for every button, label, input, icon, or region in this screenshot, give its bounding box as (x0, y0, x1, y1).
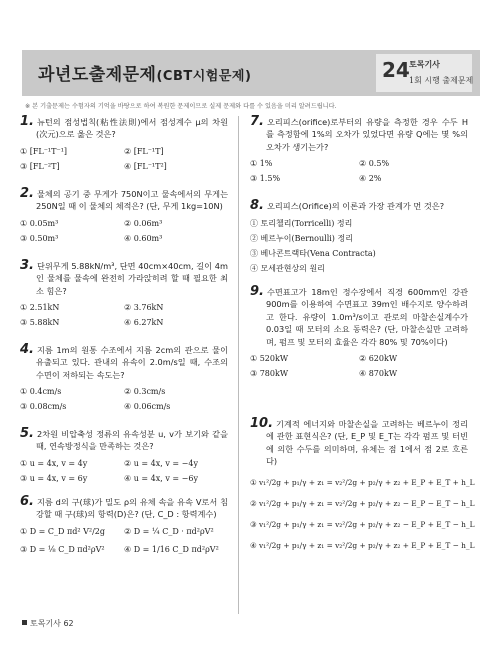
question-number: 8. (250, 198, 264, 213)
option[interactable]: ③ D = ⅛ C_D πd²ρV² (20, 544, 105, 554)
notice-text: ※ 본 기출문제는 수험자의 기억을 바탕으로 하여 복원한 문제이므로 실제 문제와 다를 수 있음을 미리 알려드립니다. (25, 103, 337, 110)
option[interactable]: ① [FL⁻¹T⁻¹] (20, 146, 68, 156)
exam-badge (376, 54, 472, 92)
option-list (20, 147, 228, 171)
question-text: 6. 지름 d의 구(球)가 밀도 ρ의 유체 속을 유속 V로서 침강할 때 구(球)의 항력(D)은? (단, C_D : 항력계수) (20, 494, 228, 520)
option-list (20, 219, 228, 243)
option-list (20, 387, 228, 411)
question-4 (20, 344, 228, 411)
question-number: 6. (20, 494, 34, 509)
question-8 (250, 200, 468, 274)
option[interactable]: ② 베르누이(Bernoulli) 정리 (250, 234, 353, 244)
option[interactable]: ④ v₁²/2g + p₁/γ + z₁ = v₂²/2g + p₂/γ + z₂ + E_P + E_T − h_L (250, 540, 475, 550)
question-number: 9. (250, 284, 264, 299)
question-10 (250, 416, 475, 550)
badge-label: 토목기사 (409, 60, 440, 69)
question-text: 7. 오리피스(orifice)로부터의 유량을 측정한 경우 수두 H를 측정함에 1%의 오차가 있었다면 유량 Q에는 몇 %의 오차가 생기는가? (250, 114, 468, 152)
option[interactable]: ④ 2% (359, 174, 382, 184)
option-list (20, 303, 228, 327)
question-2 (20, 188, 228, 243)
option[interactable]: ③ 베나콘트랙타(Vena Contracta) (250, 249, 376, 259)
column-divider (238, 116, 239, 614)
question-number: 10. (250, 416, 274, 431)
option[interactable]: ② [FL⁻¹T] (124, 146, 164, 156)
option[interactable]: ④ 0.06cm/s (124, 402, 171, 412)
square-bullet-icon (22, 620, 27, 625)
question-3 (20, 260, 228, 327)
option[interactable]: ② u = 4x, v = −4y (124, 458, 198, 468)
page-subtitle: (CBT시험문제) (156, 69, 252, 84)
option[interactable]: ② 0.5% (359, 159, 390, 169)
option[interactable]: ① 2.51kN (20, 303, 60, 313)
badge-number: 24 (382, 58, 410, 82)
option-list (250, 477, 475, 550)
option[interactable]: ④ u = 4x, v = −6y (124, 473, 198, 483)
option[interactable]: ③ u = 4x, v = 6y (20, 473, 88, 483)
option-list (250, 218, 468, 274)
option[interactable]: ① 토리첼리(Torricelli) 정리 (250, 219, 353, 229)
option[interactable]: ② 0.06m³ (124, 218, 163, 228)
option-list (20, 527, 228, 554)
option[interactable]: ④ 0.60m³ (124, 233, 163, 243)
question-text: 10. 기계적 에너지와 마찰손실을 고려하는 베르누이 정리에 관한 표현식은? (단, E_P 및 E_T는 각각 펌프 및 터빈에 의한 수두를 의미하며, 유체는 점 1에서 점 2로 흐른다) (250, 416, 468, 467)
option[interactable]: ② 3.76kN (124, 303, 164, 313)
question-text: 5. 2차원 비압축성 정류의 유속성분 u, v가 보기와 같을 때, 연속방정식을 만족하는 것은? (20, 426, 228, 452)
question-6 (20, 496, 228, 554)
option[interactable]: ③ 0.08cm/s (20, 402, 67, 412)
question-1 (20, 116, 228, 171)
question-text: 1. 뉴턴의 점성법칙(粘性法則)에서 점성계수 μ의 차원(次元)으로 옳은 것은? (20, 114, 228, 140)
option[interactable]: ④ D = 1/16 C_D πd²ρV² (124, 544, 219, 554)
page-footer (22, 618, 74, 629)
question-5 (20, 428, 228, 483)
question-text: 2. 물체의 공기 중 무게가 750N이고 물속에서의 무게는 250N일 때 이 물체의 체적은? (단, 무게 1kg=10N) (20, 186, 228, 212)
option[interactable]: ① 520kW (250, 354, 289, 364)
option[interactable]: ④ 모세관현상의 원리 (250, 264, 325, 274)
question-text: 9. 수면표고가 18m인 정수장에서 직경 600mm인 강관 900m를 이용하여 수면표고 39m인 배수지로 양수하려고 한다. 유량이 1.0m³/s이고 관로의 마찰손실계수가 0.03일 때 모터의 소요 동력은? (단, 마찰손실만 고려하며, 펌프 및 모터의 효율은 각각 80% 및 70%이다) (250, 284, 468, 347)
question-9 (250, 286, 468, 378)
option[interactable]: ① D = C_D πd² V²/2g (20, 526, 106, 536)
question-number: 7. (250, 114, 264, 129)
option-list (20, 459, 228, 483)
option[interactable]: ④ [FL⁻¹T²] (124, 161, 167, 171)
option[interactable]: ③ v₁²/2g + p₁/γ + z₁ = v₂²/2g + p₂/γ + z₂ − E_P + E_T − h_L (250, 519, 475, 529)
option[interactable]: ② 620kW (359, 354, 398, 364)
option[interactable]: ③ 5.88kN (20, 318, 60, 328)
question-number: 5. (20, 426, 34, 441)
option[interactable]: ① 0.4cm/s (20, 387, 62, 397)
option[interactable]: ④ 870kW (359, 369, 398, 379)
option[interactable]: ① 1% (250, 159, 273, 169)
question-text: 3. 단위무게 5.88kN/m³, 단면 40cm×40cm, 길이 4m인 물체를 물속에 완전히 가라앉히려 할 때 필요한 최소 힘은? (20, 258, 228, 296)
option-list (250, 159, 468, 183)
option[interactable]: ③ [FL⁻²T] (20, 161, 60, 171)
question-7 (250, 116, 468, 183)
option[interactable]: ④ 6.27kN (124, 318, 164, 328)
option[interactable]: ② D = ¼ C_D · πd²ρV² (124, 526, 214, 536)
question-number: 1. (20, 114, 34, 129)
question-text: 8. 오리피스(Orifice)의 이론과 가장 관계가 먼 것은? (250, 198, 445, 213)
badge-subtitle: 1회 시행 출제문제 (409, 76, 474, 85)
option[interactable]: ② 0.3cm/s (124, 387, 166, 397)
question-number: 4. (20, 342, 34, 357)
option[interactable]: ③ 780kW (250, 369, 289, 379)
option[interactable]: ① 0.05m³ (20, 218, 59, 228)
option[interactable]: ① u = 4x, v = 4y (20, 458, 88, 468)
option[interactable]: ③ 1.5% (250, 174, 281, 184)
option[interactable]: ② v₁²/2g + p₁/γ + z₁ = v₂²/2g + p₂/γ + z₂ − E_P − E_T − h_L (250, 498, 475, 508)
question-number: 2. (20, 186, 34, 201)
option[interactable]: ① v₁²/2g + p₁/γ + z₁ = v₂²/2g + p₂/γ + z₂ + E_P + E_T + h_L (250, 477, 475, 487)
option[interactable]: ③ 0.50m³ (20, 233, 59, 243)
page-header (22, 50, 480, 96)
question-text: 4. 지름 1m의 원통 수조에서 지름 2cm의 관으로 물이 유출되고 있다. 관내의 유속이 2.0m/s일 때, 수조의 수면이 저하되는 속도는? (20, 342, 228, 380)
question-number: 3. (20, 258, 34, 273)
page-title: 과년도출제문제(CBT시험문제) (38, 65, 252, 85)
option-list (250, 354, 468, 378)
footer-text: 토목기사 62 (30, 619, 74, 628)
